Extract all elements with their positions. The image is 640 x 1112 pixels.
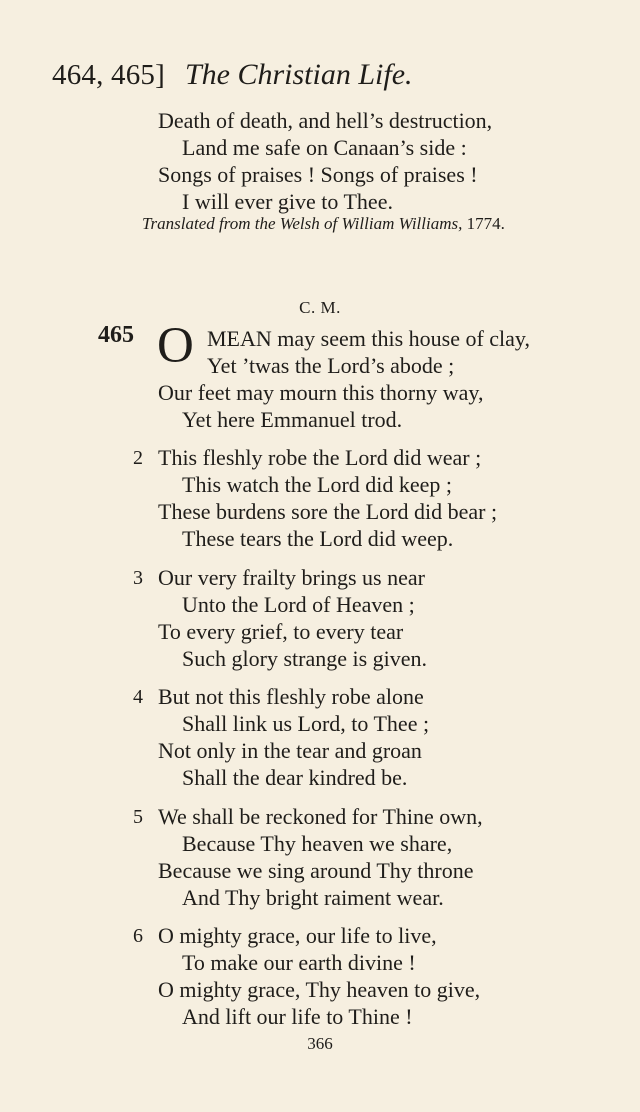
verse-3-line-1: Our very frailty brings us near — [158, 565, 425, 590]
verse-1-line-3: Our feet may mourn this thorny way, — [158, 380, 484, 405]
verse-1-line-2: Yet ’twas the Lord’s abode ; — [207, 353, 455, 378]
verse-3-line-4: Such glory strange is given. — [182, 646, 428, 671]
verse-2-line-1: This fleshly robe the Lord did wear ; — [158, 445, 482, 470]
translation-credit — [142, 214, 505, 234]
hymn-number: 465 — [98, 322, 134, 348]
header-hymn-numbers: 464, 465] — [52, 59, 165, 91]
hymn-464-line-1: Death of death, and hell’s destruction, — [158, 108, 493, 133]
verse-4-line-2: Shall link us Lord, to Thee ; — [182, 711, 430, 736]
verse-1-line-1: MEAN may seem this house of clay, — [207, 326, 531, 351]
verse-3-line-3: To every grief, to every tear — [158, 619, 404, 644]
translation-credit-text: Translated from the Welsh of William Williams, — [142, 214, 463, 233]
verse-6-line-3: O mighty grace, Thy heaven to give, — [158, 977, 481, 1002]
verse-4-line-1: But not this fleshly robe alone — [158, 684, 424, 709]
verse-6-line-1: O mighty grace, our life to live, — [158, 923, 437, 948]
verse-5-line-2: Because Thy heaven we share, — [182, 831, 453, 856]
header-section-title: The Christian Life. — [184, 58, 413, 91]
verse-1-line-4: Yet here Emmanuel trod. — [182, 407, 403, 432]
page-number: 366 — [307, 1034, 333, 1053]
verse-4-number: 4 — [133, 686, 143, 708]
verse-5-line-4: And Thy bright raiment wear. — [182, 885, 444, 910]
verse-2-line-3: These burdens sore the Lord did bear ; — [158, 499, 498, 524]
hymn-464-line-3: Songs of praises ! Songs of praises ! — [158, 162, 478, 187]
verse-5-line-1: We shall be reckoned for Thine own, — [158, 804, 483, 829]
hymn-464-line-4: I will ever give to Thee. — [182, 189, 393, 214]
verse-3-number: 3 — [133, 567, 143, 589]
translation-year: 1774. — [466, 214, 505, 233]
verse-6-number: 6 — [133, 925, 143, 947]
hymn-464-line-2: Land me safe on Canaan’s side : — [182, 135, 467, 160]
verse-4-line-3: Not only in the tear and groan — [158, 738, 422, 763]
verse-2-number: 2 — [133, 447, 143, 469]
verse-5-number: 5 — [133, 806, 143, 828]
verse-3-line-2: Unto the Lord of Heaven ; — [182, 592, 415, 617]
meter-label: C. M. — [299, 298, 341, 317]
verse-6-line-2: To make our earth divine ! — [182, 950, 416, 975]
verse-2-line-4: These tears the Lord did weep. — [182, 526, 454, 551]
verse-5-line-3: Because we sing around Thy throne — [158, 858, 474, 883]
drop-cap: O — [157, 318, 194, 374]
verse-4-line-4: Shall the dear kindred be. — [182, 765, 408, 790]
page-header — [52, 58, 592, 94]
verse-2-line-2: This watch the Lord did keep ; — [182, 472, 453, 497]
verse-6-line-4: And lift our life to Thine ! — [182, 1004, 413, 1029]
